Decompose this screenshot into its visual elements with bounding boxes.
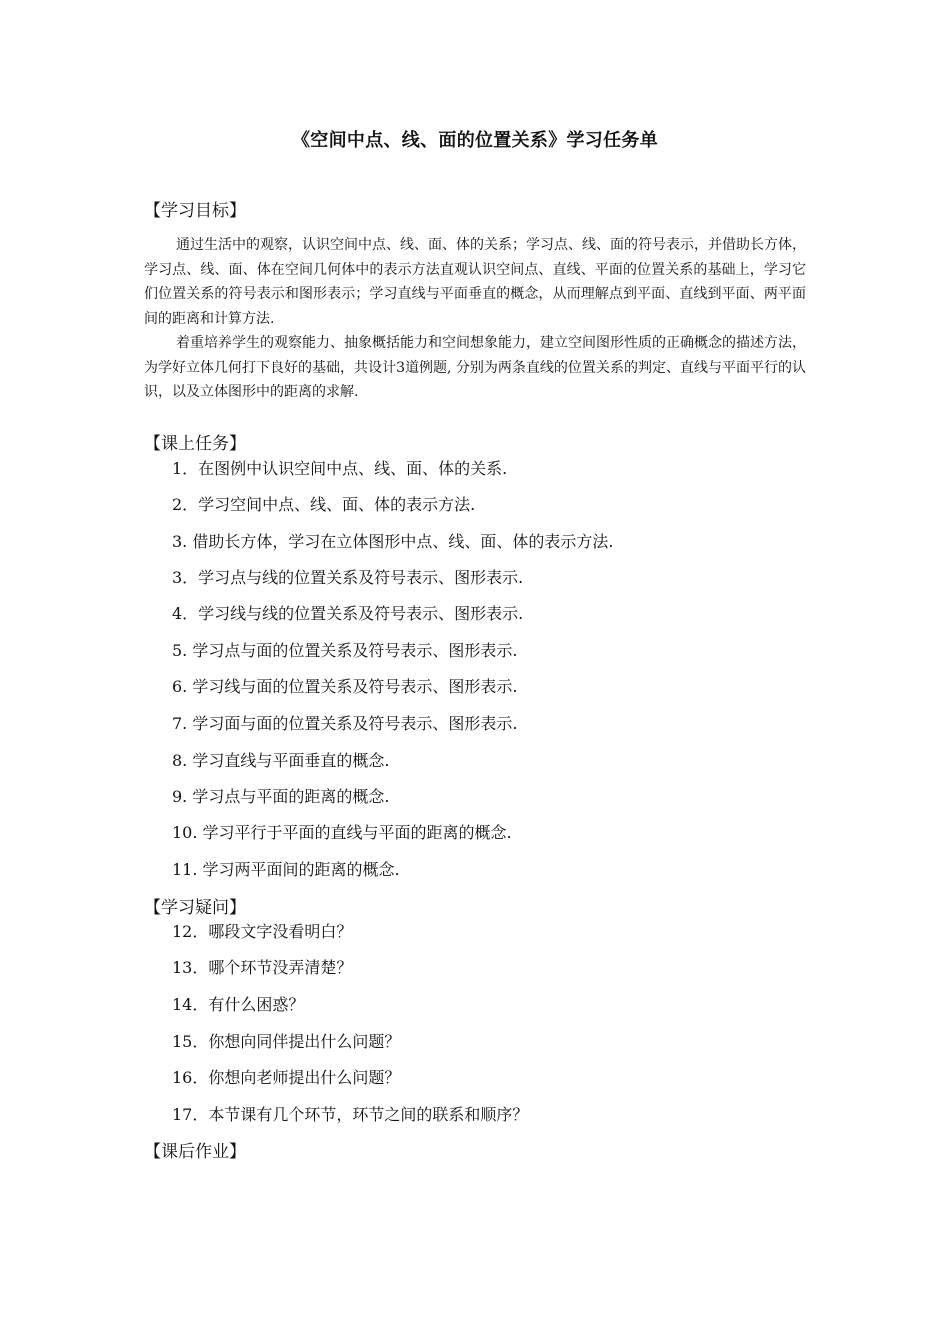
question-item: 13．哪个环节没弄清楚？ <box>172 958 353 977</box>
task-item: 7. 学习面与面的位置关系及符号表示、图形表示. <box>172 714 518 733</box>
task-item: 2．学习空间中点、线、面、体的表示方法. <box>172 495 476 514</box>
task-item: 3．学习点与线的位置关系及符号表示、图形表示. <box>172 568 524 587</box>
task-item: 4．学习线与线的位置关系及符号表示、图形表示. <box>172 604 524 623</box>
task-item: 3. 借助长方体，学习在立体图形中点、线、面、体的表示方法. <box>172 532 614 551</box>
task-item: 8. 学习直线与平面垂直的概念. <box>172 751 390 770</box>
task-item: 6. 学习线与面的位置关系及符号表示、图形表示. <box>172 677 518 696</box>
section-heading-questions: 【学习疑问】 <box>144 898 246 918</box>
section-heading-tasks: 【课上任务】 <box>144 434 246 454</box>
task-item: 9. 学习点与平面的距离的概念. <box>172 787 390 806</box>
task-item: 10. 学习平行于平面的直线与平面的距离的概念. <box>172 823 512 842</box>
task-item: 11. 学习两平面间的距离的概念. <box>172 860 400 879</box>
question-item: 14．有什么困惑？ <box>172 995 305 1014</box>
task-item: 1．在图例中认识空间中点、线、面、体的关系. <box>172 459 508 478</box>
section-heading-goals: 【学习目标】 <box>144 201 246 221</box>
question-item: 15．你想向同伴提出什么问题？ <box>172 1032 401 1051</box>
task-item: 5. 学习点与面的位置关系及符号表示、图形表示. <box>172 641 518 660</box>
goals-paragraph-1: 通过生活中的观察，认识空间中点、线、面、体的关系；学习点、线、面的符号表示，并借助长方体，学习点、线、面、体在空间几何体中的表示方法直观认识空间点、直线、平面的位置关系的基础上，学习它们位置关系的符号表示和图形表示；学习直线与平面垂直的概念，从而理解点到平面、直线到平面、两平面间的距离和计算方法. <box>144 237 806 327</box>
question-item: 12．哪段文字没看明白？ <box>172 922 353 941</box>
document-title: 《空间中点、线、面的位置关系》学习任务单 <box>292 130 658 151</box>
question-item: 17．本节课有几个环节，环节之间的联系和顺序？ <box>172 1105 529 1124</box>
goals-paragraph-2: 着重培养学生的观察能力、抽象概括能力和空间想象能力，建立空间图形性质的正确概念的描述方法，为学好立体几何打下良好的基础，共设计3道例题, 分别为两条直线的位置关系的判定、直线与平面平行的认识，以及立体图形中的距离的求解. <box>144 335 806 400</box>
section-heading-homework: 【课后作业】 <box>144 1142 246 1162</box>
question-item: 16．你想向老师提出什么问题？ <box>172 1068 401 1087</box>
